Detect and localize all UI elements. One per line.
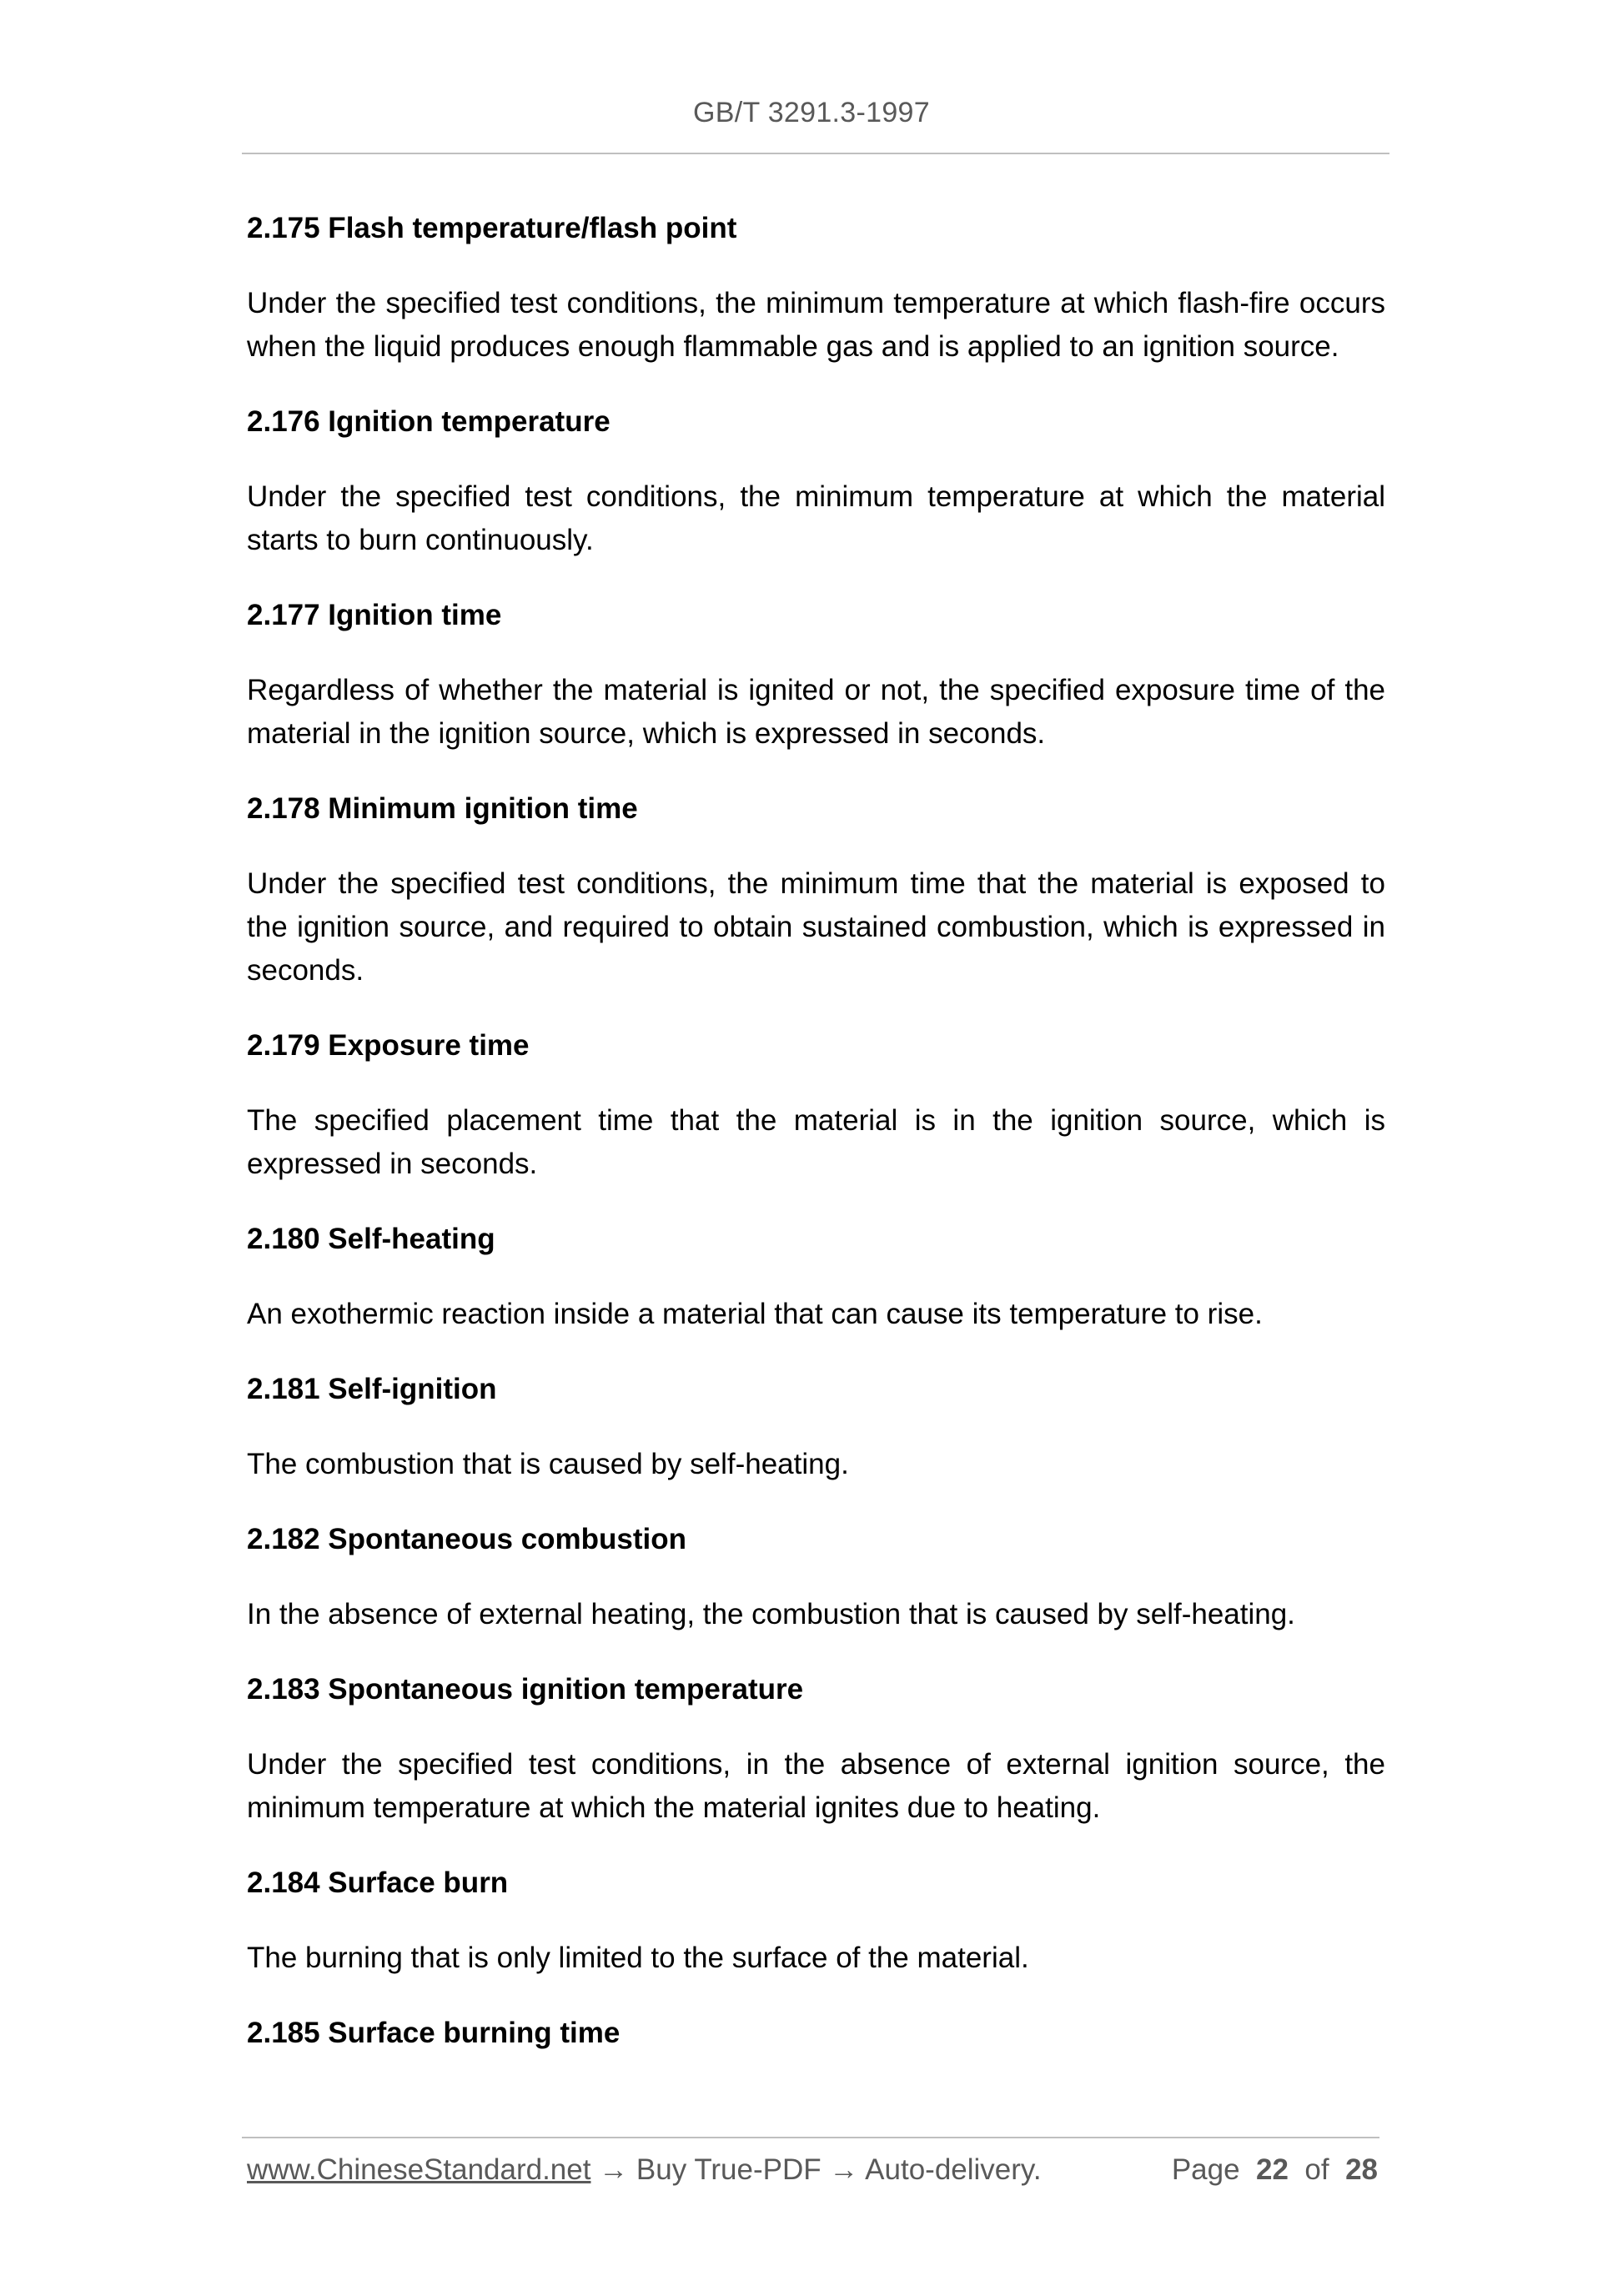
footer-promo	[247, 2153, 1042, 2187]
term-definition: Under the specified test conditions, in the absence of external ignition source, the minimum temperature at which the material ignites due to heating.	[247, 1748, 1385, 1824]
term-definition: An exothermic reaction inside a material that can cause its temperature to rise.	[247, 1298, 1263, 1330]
footer-divider	[242, 2137, 1379, 2138]
term-heading: 2.184 Surface burn	[247, 1866, 509, 1899]
term-heading: 2.180 Self-heating	[247, 1223, 495, 1255]
term-heading: 2.176 Ignition temperature	[247, 405, 611, 438]
term-definition: Regardless of whether the material is ignited or not, the specified exposure time of the material in the ignition source, which is expressed in seconds.	[247, 674, 1385, 750]
header-divider	[242, 153, 1389, 154]
term-definition: The specified placement time that the material is in the ignition source, which is expressed in seconds.	[247, 1104, 1385, 1180]
term-heading: 2.182 Spontaneous combustion	[247, 1523, 687, 1555]
website-link[interactable]: www.ChineseStandard.net	[247, 2153, 591, 2186]
page-of-label: of	[1304, 2153, 1329, 2186]
term-definition: In the absence of external heating, the combustion that is caused by self-heating.	[247, 1598, 1295, 1630]
term-definition: The combustion that is caused by self-heating.	[247, 1448, 849, 1480]
term-heading: 2.183 Spontaneous ignition temperature	[247, 1673, 804, 1706]
page-current: 22	[1256, 2153, 1289, 2186]
term-heading: 2.185 Surface burning time	[247, 2017, 621, 2049]
term-definition: The burning that is only limited to the surface of the material.	[247, 1942, 1029, 1974]
term-heading: 2.175 Flash temperature/flash point	[247, 212, 737, 244]
term-definition: Under the specified test conditions, the minimum temperature at which the material starts to burn continuously.	[247, 480, 1385, 556]
document-code-header: GB/T 3291.3-1997	[693, 97, 930, 128]
term-heading: 2.179 Exposure time	[247, 1029, 530, 1062]
page-number	[1172, 2153, 1378, 2187]
term-heading: 2.177 Ignition time	[247, 599, 502, 631]
document-body	[247, 207, 1385, 2087]
page-label: Page	[1171, 2153, 1240, 2186]
footer-promo-text: → Buy True-PDF → Auto-delivery.	[590, 2153, 1042, 2186]
term-definition: Under the specified test conditions, the minimum temperature at which flash-fire occurs when the liquid produces enough flammable gas and is applied to an ignition source.	[247, 287, 1385, 363]
term-heading: 2.181 Self-ignition	[247, 1373, 497, 1405]
page-total: 28	[1345, 2153, 1378, 2186]
term-heading: 2.178 Minimum ignition time	[247, 792, 638, 825]
page-footer	[247, 2153, 1381, 2195]
term-definition: Under the specified test conditions, the minimum time that the material is exposed to the ignition source, and required to obtain sustained combustion, which is expressed in seconds.	[247, 867, 1385, 987]
